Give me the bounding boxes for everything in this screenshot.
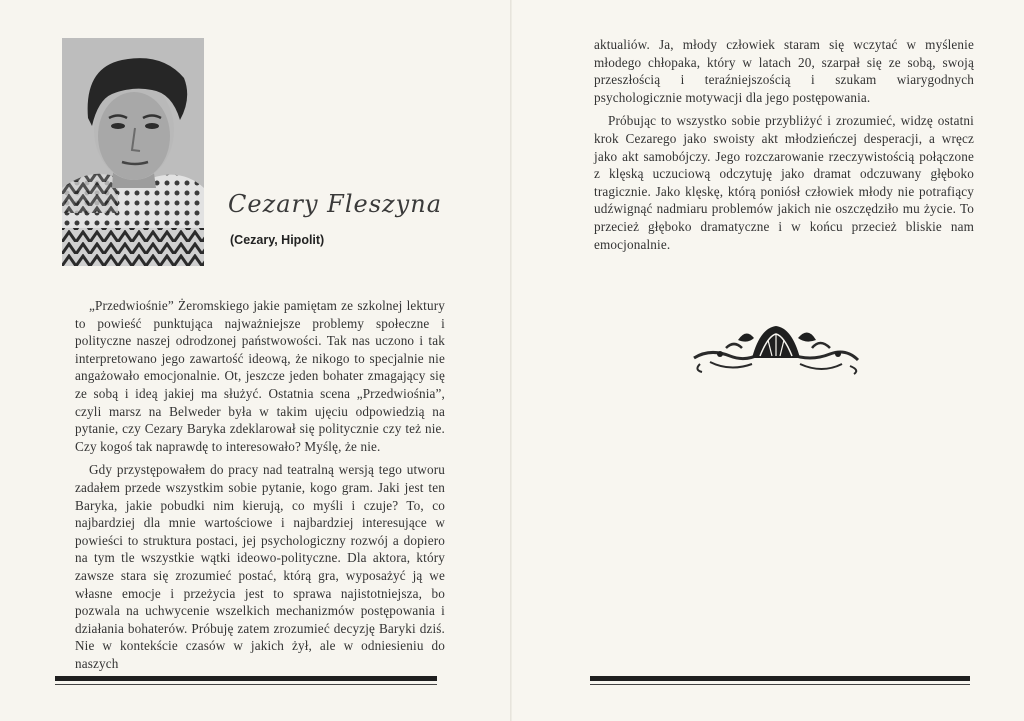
- right-paragraph-2: Próbując to wszystko sobie przybliżyć i zrozumieć, widzę ostatni krok Cezarego jako swoisty akt młodzieńczej desperacji, a wręcz jako akt samobójczy. Jego rozczarowanie rzeczywistością połączone z klęską uczuciową odczytuję jako dramat odczuwany głęboko tragicznie. Jako klęskę, którą poniósł człowiek młody nie potrafiący udźwignąć nadmiaru problemów jakich nie oszczędziło mu życie. To przecież głęboko dramatyczne i w końcu przecież bliskie nam emocjonalnie.: [594, 113, 974, 252]
- role-caption: (Cezary, Hipolit): [230, 233, 325, 247]
- left-paragraph-2: Gdy przystępowałem do pracy nad teatralną wersją tego utworu zadałem przede wszystkim sobie pytanie, kogo gram. Jaki jest ten Baryka, jakie pobudki nim kierują, co myśli i czuje? To, co najbardziej dla mnie wartościowe i najbardziej interesujące w powieści to struktura postaci, jej psychologiczny rozwój a dopiero na tym tle wszystkie wątki ideowo-polityczne. Dla aktora, który zawsze stara się zrozumieć postać, którą gra, wyposażyć ją we własne emocje i przeżycia jest to sprawa najistotniejsza, bo pozwala na uchwycenie wszelkich mechanizmów postępowania i działania bohaterów. Próbuję zatem zrozumieć decyzję Baryki dziś. Nie w kontekście czasów w jakich żył, ale w odniesieniu do naszych: [75, 462, 445, 671]
- portrait-icon: [62, 38, 204, 266]
- left-paragraph-1: „Przedwiośnie” Żeromskiego jakie pamiętam ze szkolnej lektury to powieść punktująca najważniejsze problemy społeczne i polityczne naszej odrodzonej państwowości. Tak nas uczono i tak interpretowano jego zawartość ideową, że nikogo to specjalnie nie angażowało emocjonalnie. Ot, jeszcze jeden bohater zmagający się ze sobą i ideą jakiej ma służyć. Ostatnia scena „Przedwiośnia”, czyli marsz na Belweder była w takim ujęciu odpowiedzią na pytanie, czy Cezary Baryka zdeklarował się politycznie czy też nie. Czy kogoś tak naprawdę to interesowało? Myślę, że nie.: [75, 298, 445, 454]
- actor-signature: Cezary Fleszyna: [228, 190, 442, 218]
- portrait-photo: [62, 38, 204, 266]
- left-column-text: [75, 297, 445, 672]
- right-paragraph-1: aktualiów. Ja, młody człowiek staram się wczytać w myślenie młodego chłopaka, który w latach 20, szarpał się ze sobą, swoją przeszłością i teraźniejszością i szukam wiarygodnych psychologicznie motywacji dla jego postępowania.: [594, 37, 974, 105]
- right-column-text: [594, 36, 974, 253]
- right-bottom-rule: [590, 676, 970, 681]
- left-bottom-rule-thin: [55, 684, 437, 685]
- right-bottom-rule-thin: [590, 684, 970, 685]
- floral-shell-vignette-icon: [690, 318, 862, 378]
- left-bottom-rule: [55, 676, 437, 681]
